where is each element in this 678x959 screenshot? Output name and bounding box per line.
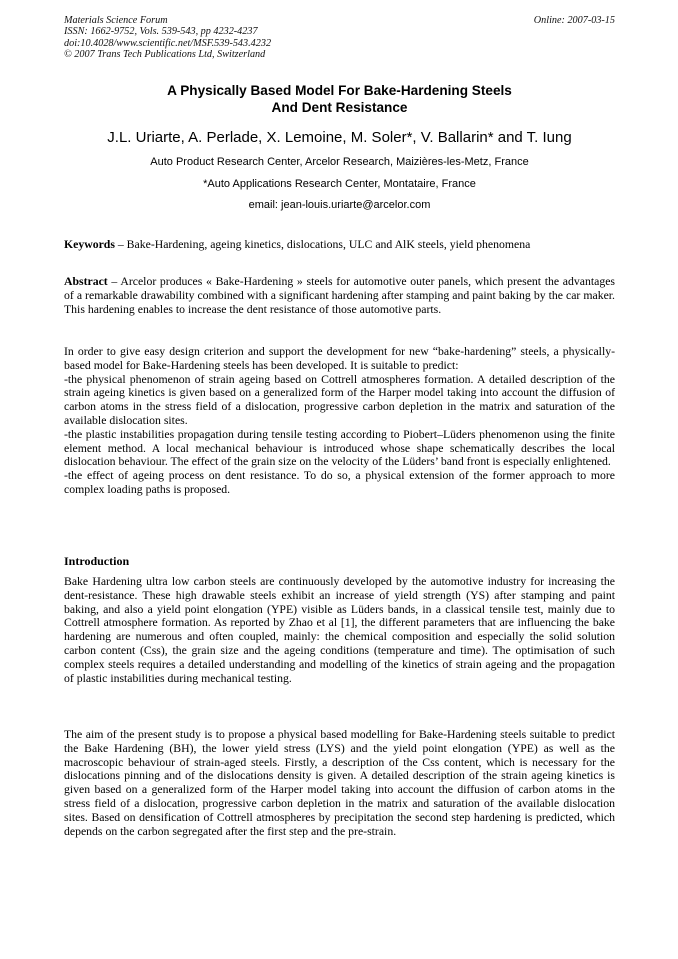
section-heading-introduction: Introduction: [64, 554, 130, 568]
abstract-body: [64, 345, 615, 497]
author-list: J.L. Uriarte, A. Perlade, X. Lemoine, M. Soler*, V. Ballarin* and T. Iung: [107, 129, 572, 146]
title-line-2: And Dent Resistance: [271, 100, 408, 115]
affiliation-secondary: *Auto Applications Research Center, Montataire, France: [203, 178, 476, 190]
affiliation-primary: Auto Product Research Center, Arcelor Research, Maizières-les-Metz, France: [150, 156, 529, 168]
abstract-label: Abstract: [64, 275, 108, 288]
copyright-line: © 2007 Trans Tech Publications Ltd, Switzerland: [64, 48, 266, 60]
journal-name: Materials Science Forum: [64, 15, 168, 26]
abstract-paragraph: [64, 275, 615, 316]
paper-title: [64, 82, 615, 116]
keywords-text: – Bake-Hardening, ageing kinetics, dislocations, ULC and AlK steels, yield phenomena: [114, 238, 531, 251]
abstract-item-dent-resistance: -the effect of ageing process on dent resistance. To do so, a physical extension of the former approach to more complex loading paths is proposed.: [64, 469, 615, 496]
abstract-item-plastic-instabilities: -the plastic instabilities propagation during tensile testing according to Piobert–Lüders phenomenon using the finite element method. A local mechanical behaviour is introduced whose shape schematically describes the local dislocation behaviour. The effect of the grain size on the velocity of the Lüders’ band front is especially enlightened.: [64, 427, 615, 469]
introduction-paragraph-1: Bake Hardening ultra low carbon steels are continuously developed by the automotive industry for increasing the dent-resistance. These high drawable steels exhibit an increase of yield strength (YS) after stamping and paint baking, and also a yield point elongation (YPE) visible as Lüders bands, in a classical tensile test, mainly due to Cottrell atmosphere formation. As reported by Zhao et al [1], the different parameters that are influencing the bake hardening are numerous and often coupled, mainly: the chemical composition and especially the solid solution carbon content (Css), the grain size and the ageing conditions (temperature and time). The optimisation of such complex steels requires a detailed understanding and modelling of the kinetics of strain ageing and the propagation of plastic instabilities during mechanical testing.: [64, 575, 615, 685]
keywords-label: Keywords: [64, 238, 115, 251]
abstract-intro: In order to give easy design criterion and support the development for new “bake-hardening” steels, a physically-based model for Bake-Hardening steels has been developed. It is suitable to predict:: [64, 345, 615, 372]
introduction-paragraph-2: The aim of the present study is to propose a physical based modelling for Bake-Hardening steels suitable to predict the Bake Hardening (BH), the lower yield stress (LYS) and the yield point elongation (YPE) as well as the macroscopic behaviour of strain-aged steels. Firstly, a description of the Css content, which is necessary for the dislocations pinning and of the dislocations density is given. A detailed description of the strain ageing kinetics is given based on a generalized form of the Harper model taking into account the diffusion of carbon atoms in the stress field of a dislocation, progressive carbon depletion in the matrix and saturation of the available dislocation sites. Based on densification of Cottrell atmospheres by precipitation the second step hardening is predicted, which depends on the carbon segregated after the first step and the pre-strain.: [64, 728, 615, 838]
journal-header: [64, 15, 484, 60]
author-email: email: jean-louis.uriarte@arcelor.com: [248, 199, 431, 211]
abstract-item-strain-ageing: -the physical phenomenon of strain ageing based on Cottrell atmospheres formation. A detailed description of the strain ageing kinetics is given based on a generalized form of the Harper model taking into account the diffusion of carbon atoms in the stress field of a dislocation, progressive carbon depletion in the matrix and saturation of the available dislocation sites.: [64, 372, 615, 427]
abstract-text: – Arcelor produces « Bake-Hardening » steels for automotive outer panels, which present the advantages of a remarkable drawability combined with a significant hardening after stamping and paint baking by the car maker. This hardening enables to increase the dent resistance of those automotive parts.: [64, 275, 615, 316]
doi-line: doi:10.4028/www.scientific.net/MSF.539-543.4232: [64, 37, 272, 49]
keywords-line: [64, 238, 615, 252]
issn-line: ISSN: 1662-9752, Vols. 539-543, pp 4232-4237: [64, 26, 258, 38]
online-date: Online: 2007-03-15: [533, 15, 615, 26]
title-line-1: A Physically Based Model For Bake-Hardening Steels: [167, 83, 512, 98]
